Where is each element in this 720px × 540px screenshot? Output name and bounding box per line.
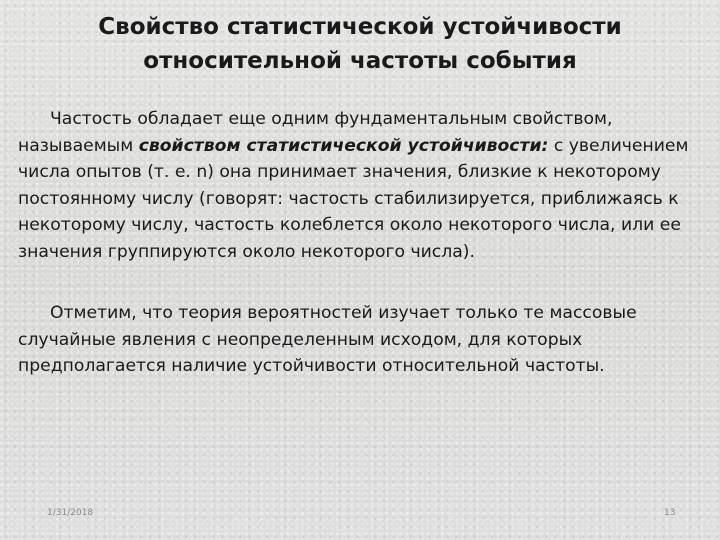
paragraph-stability-intro: Частость обладает еще одним фундаментальным свойством, называемым [18, 109, 613, 156]
paragraph-probability-theory: Отметим, что теория вероятностей изучает только те массовые случайные явления с неопределенным исходом, для которых предполагается наличие устойчивости относительной частоты. [18, 303, 637, 376]
footer-date: 1/31/2018 [47, 508, 94, 518]
paragraph-stability [18, 106, 714, 265]
footer-page-number: 13 [664, 508, 676, 518]
slide-title [40, 10, 680, 78]
paragraph-stability-rest: с увеличением числа опытов (т. е. n) она принимает значения, близкие к некоторому постоянному числу (говорят: частость стабилизируется, приближаясь к некоторому числу, частость колеблется около некоторого числа, или ее значения группируются около некоторого числа). [18, 135, 689, 262]
slide-title-line-2: относительной частоты события [143, 48, 577, 74]
paragraph-stability-emphasis: свойством статистической устойчивости: [138, 135, 549, 156]
slide-title-line-1: Свойство статистической устойчивости [98, 14, 622, 40]
slide-body [18, 106, 714, 380]
